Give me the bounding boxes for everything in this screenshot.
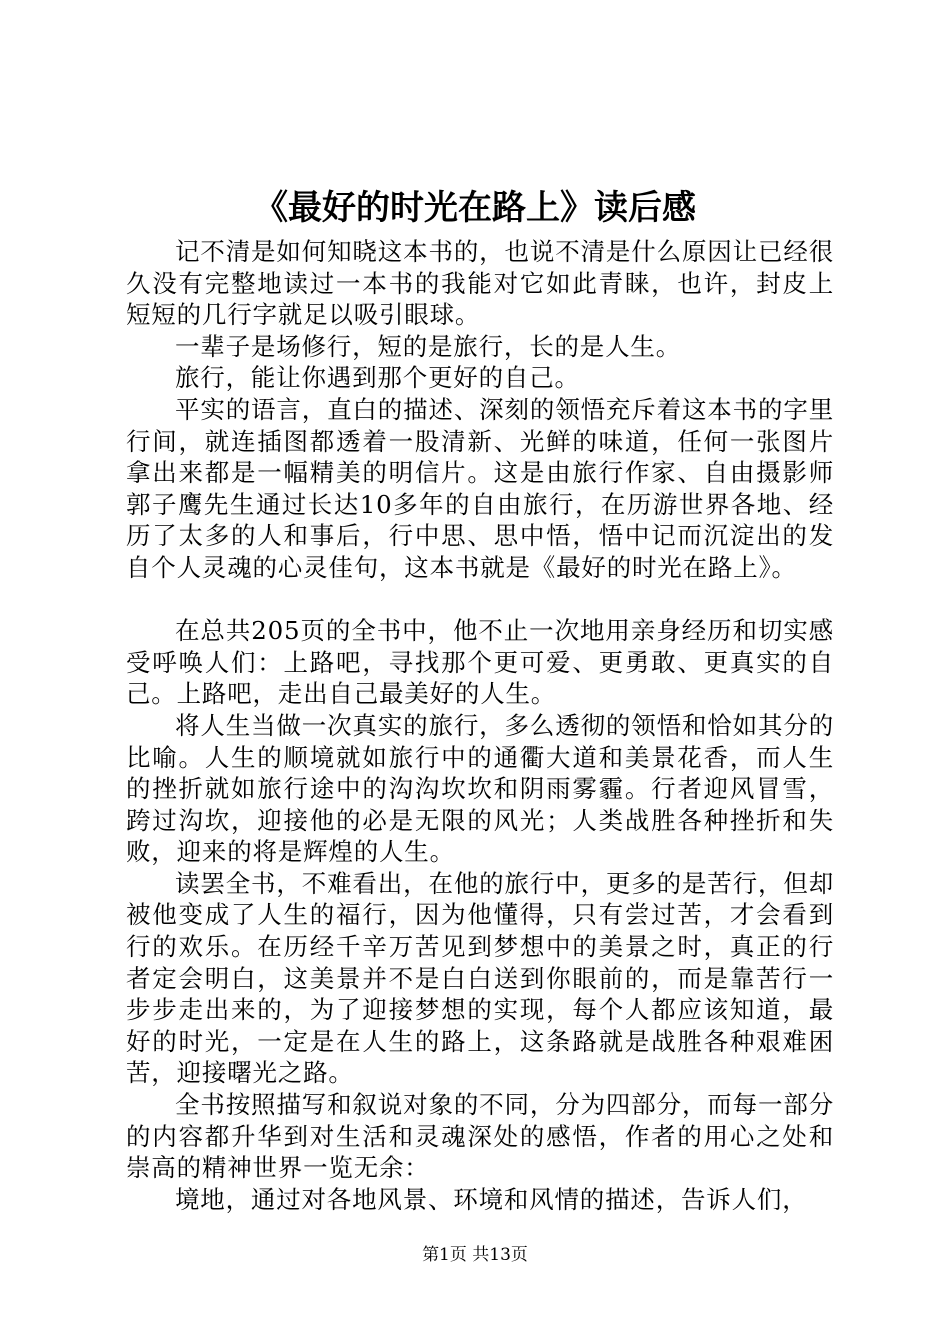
paragraph: 境地，通过对各地风景、环境和风情的描述，告诉人们， bbox=[175, 1184, 808, 1214]
paragraph-spacer bbox=[126, 584, 834, 616]
paragraph: 平实的语言，直白的描述、深刻的领悟充斥着这本书的字里行间，就连插图都透着一股清新、光鲜的味道，任何一张图片拿出来都是一幅精美的明信片。这是由旅行作家、自由摄影师郭子鹰先生通过长达10多年的自由旅行，在历游世界各地、经历了太多的人和事后，行中思、思中悟，悟中记而沉淀出的发自个人灵魂的心灵佳句，这本书就是《最好的时光在路上》。 bbox=[126, 394, 834, 582]
paragraph: 读罢全书，不难看出，在他的旅行中，更多的是苦行，但却被他变成了人生的福行，因为他懂得，只有尝过苦，才会看到行的欢乐。在历经千辛万苦见到梦想中的美景之时，真正的行者定会明白，这美景并不是白白送到你眼前的，而是靠苦行一步步走出来的，为了迎接梦想的实现，每个人都应该知道，最好的时光，一定是在人生的路上，这条路就是战胜各种艰难困苦，迎接曙光之路。 bbox=[126, 868, 834, 1088]
paragraph: 将人生当做一次真实的旅行，多么透彻的领悟和恰如其分的比喻。人生的顺境就如旅行中的通衢大道和美景花香，而人生的挫折就如旅行途中的沟沟坎坎和阴雨雾霾。行者迎风冒雪，跨过沟坎，迎接他的必是无限的风光；人类战胜各种挫折和失败，迎来的将是辉煌的人生。 bbox=[126, 710, 834, 867]
paragraph: 一辈子是场修行，短的是旅行，长的是人生。 bbox=[175, 331, 681, 361]
paragraph: 全书按照描写和叙说对象的不同，分为四部分，而每一部分的内容都升华到对生活和灵魂深处的感悟，作者的用心之处和崇高的精神世界一览无余： bbox=[126, 1090, 834, 1183]
document-title: 《最好的时光在路上》读后感 bbox=[254, 188, 696, 228]
paragraph: 在总共205页的全书中，他不止一次地用亲身经历和切实感受呼唤人们：上路吧，寻找那个更可爱、更勇敢、更真实的自己。上路吧，走出自己最美好的人生。 bbox=[126, 616, 834, 709]
page-number-footer: 第1页 共13页 bbox=[422, 1245, 528, 1265]
paragraph: 记不清是如何知晓这本书的，也说不清是什么原因让已经很久没有完整地读过一本书的我能对它如此青睐，也许，封皮上短短的几行字就足以吸引眼球。 bbox=[126, 237, 834, 330]
paragraph: 旅行，能让你遇到那个更好的自己。 bbox=[175, 363, 580, 393]
document-body bbox=[126, 236, 834, 1215]
